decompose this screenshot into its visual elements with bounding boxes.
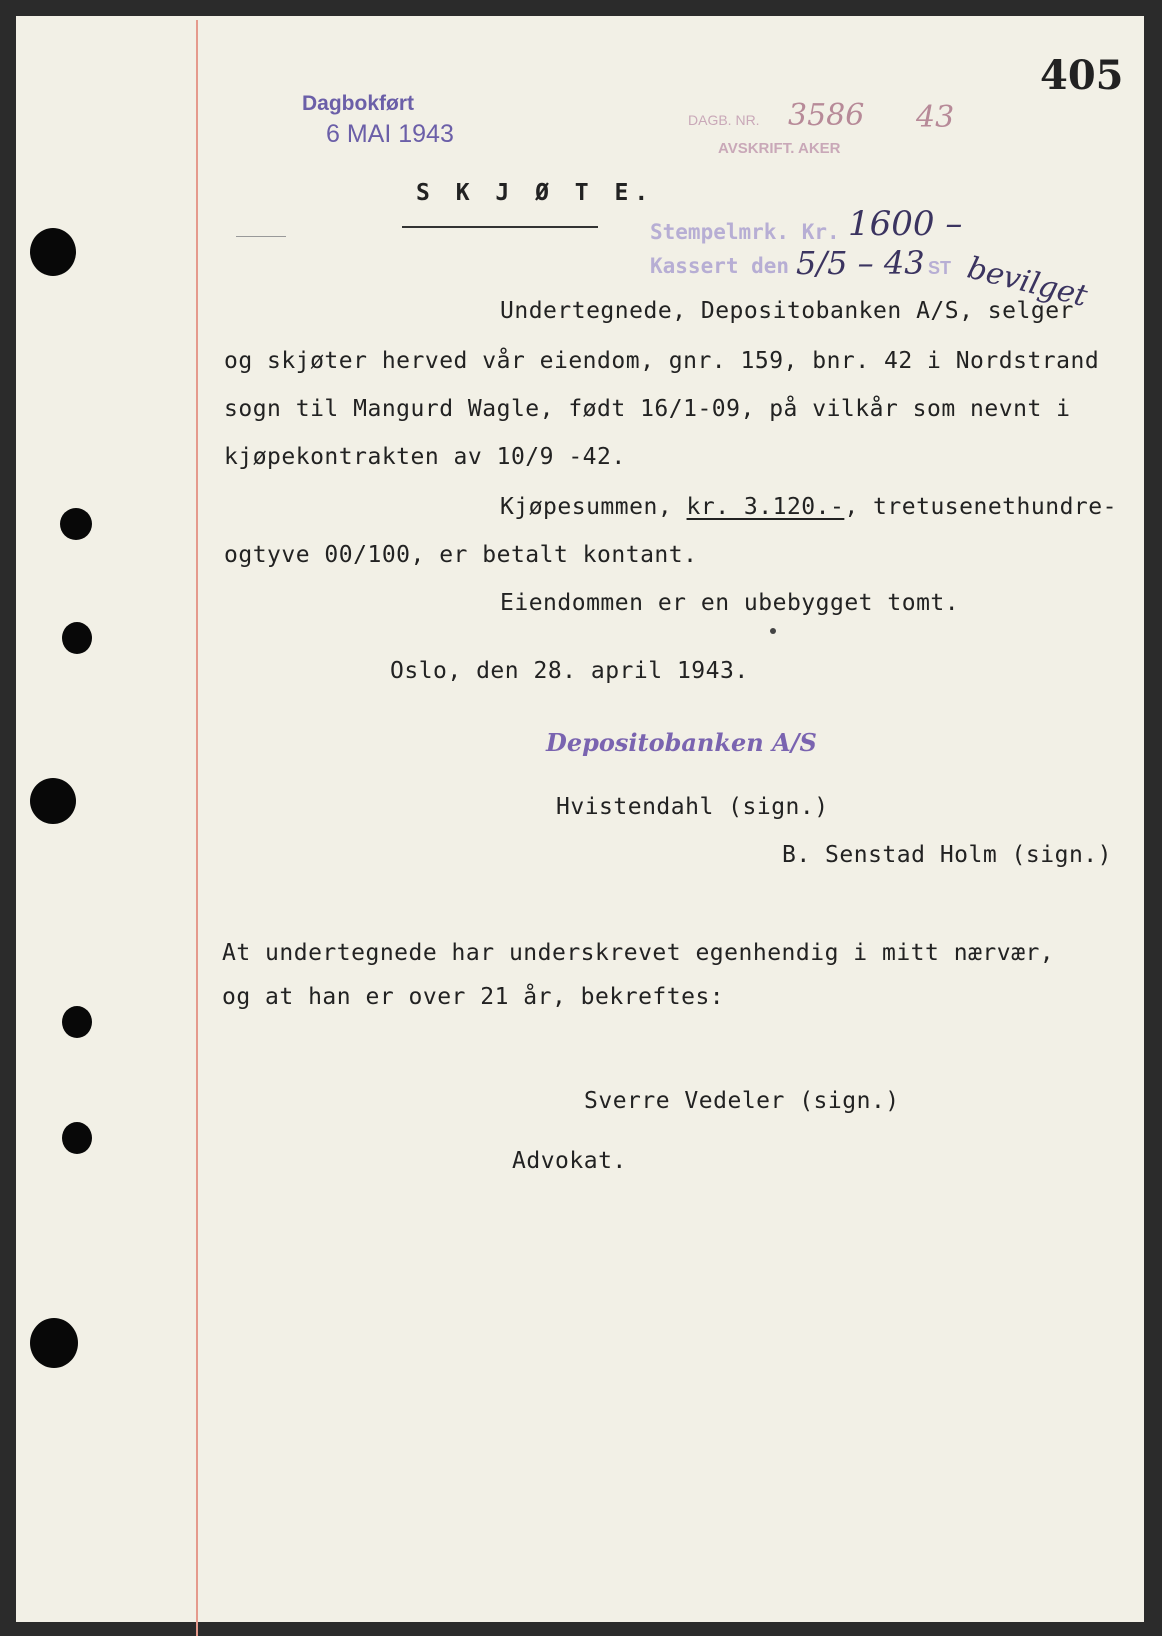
witness-line-1: At undertegnede har underskrevet egenhendig i mitt nærvær, (222, 940, 1055, 966)
price-amount: kr. 3.120.- (686, 494, 845, 520)
kassert-label: Kassert den (650, 254, 790, 278)
price-prefix: Kjøpesummen, (500, 494, 673, 520)
punch-hole (30, 778, 76, 824)
place-date: Oslo, den 28. april 1943. (390, 658, 749, 684)
body-line-4: kjøpekontrakten av 10/9 -42. (224, 444, 626, 470)
dagbokfort-stamp-label: Dagbokført (302, 92, 414, 115)
ink-dot (770, 628, 776, 634)
punch-hole (62, 1006, 92, 1038)
margin-line (196, 20, 198, 1636)
dagb-nr-value: 3586 (788, 98, 865, 133)
witness-title: Advokat. (512, 1148, 627, 1174)
page-number: 405 (1040, 52, 1124, 99)
body-line-3: sogn til Mangurd Wagle, født 16/1-09, på vilkår som nevnt i (224, 396, 1071, 422)
body-line-2: og skjøter herved vår eiendom, gnr. 159, bnr. 42 i Nordstrand (224, 348, 1100, 374)
price-line-2: ogtyve 00/100, er betalt kontant. (224, 542, 698, 568)
avskrift-stamp: AVSKRIFT. AKER (718, 140, 841, 157)
margin-mark (236, 236, 286, 237)
witness-line-2: og at han er over 21 år, bekreftes: (222, 984, 725, 1010)
dagb-nr-year: 43 (916, 100, 955, 135)
kassert-initials: ST (928, 258, 952, 278)
dagbokfort-stamp-date: 6 MAI 1943 (326, 120, 454, 148)
signature-1: Hvistendahl (sign.) (556, 794, 829, 820)
punch-hole (62, 1122, 92, 1154)
price-suffix: , tretusenethundre- (844, 494, 1117, 520)
dagb-nr-label: DAGB. NR. (688, 112, 760, 128)
property-note: Eiendommen er en ubebygget tomt. (500, 590, 960, 616)
kassert-note: bevilget (963, 250, 1091, 315)
bank-stamp: Depositobanken A/S (546, 728, 817, 757)
title-underline (402, 226, 598, 228)
signature-2: B. Senstad Holm (sign.) (782, 842, 1112, 868)
witness-signature: Sverre Vedeler (sign.) (584, 1088, 900, 1114)
stempel-value: 1600 – (848, 204, 963, 244)
punch-hole (60, 508, 92, 540)
body-line-1: Undertegnede, Depositobanken A/S, selger (500, 298, 1074, 324)
punch-hole (30, 228, 76, 276)
punch-hole (62, 622, 92, 654)
price-line (500, 494, 1117, 520)
stempel-label: Stempelmrk. Kr. (650, 220, 840, 244)
punch-hole (30, 1318, 78, 1368)
document-title: S K J Ø T E. (416, 180, 655, 206)
kassert-value: 5/5 – 43 (796, 244, 925, 282)
